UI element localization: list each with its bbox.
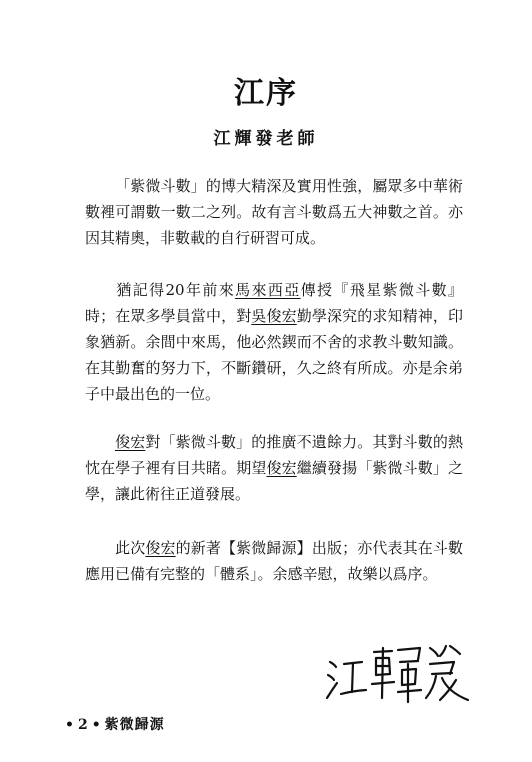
paragraph-4 [85, 535, 463, 587]
paragraph-4-part-c: 的新著【紫微歸源】出版；亦代表其在斗數應用已備有完整的「體系」。余感辛慰，故樂以爲序。 [85, 539, 463, 583]
paragraph-1 [85, 173, 463, 251]
underlined-person-name: 俊宏 [266, 459, 297, 477]
page-number: 2 [77, 717, 89, 733]
paragraph-4-part-a: 此次 [115, 539, 146, 557]
paragraph-2-part-c: 傳授『飛星紫微斗數』時；在眾多學員當中，對 [85, 281, 463, 325]
paragraph-3 [85, 429, 463, 507]
underlined-place-name: 馬來西亞 [235, 281, 301, 299]
paragraph-2-part-e: 勤學深究的求知精神，印象猶新。余間中來馬，他必然鍥而不舍的求教斗數知識。在其勤奮的努力下，不斷鑽研，久之終有所成。亦是余弟子中最出色的一位。 [85, 307, 463, 403]
signature-drawing [322, 640, 472, 710]
author-line: 江輝發老師 [213, 129, 319, 149]
underlined-person-name: 俊宏 [115, 433, 146, 451]
page-title: 江序 [234, 76, 298, 111]
bullet-dot: • [91, 717, 102, 733]
paragraph-3-part-b: 對「紫微斗數」的推廣不遺餘力。其對斗數的熱忱在學子裡有目共睹。期望 [85, 433, 463, 477]
underlined-person-name: 俊宏 [145, 539, 176, 557]
book-title: 紫微歸源 [104, 717, 165, 733]
paragraph-3-part-d: 繼續發揚「紫微斗數」之學，讓此術往正道發展。 [85, 459, 463, 503]
bullet-dot: • [65, 717, 75, 733]
page-footer [62, 714, 165, 734]
paragraph-2-part-a: 猶記得20年前來 [115, 281, 236, 299]
paragraph-1-text: 「紫微斗數」的博大精深及實用性強，屬眾多中華術數裡可謂數一數二之列。故有言斗數爲五大神數之首。亦因其精奧，非數載的自行研習可成。 [85, 177, 463, 247]
underlined-person-name: 吳俊宏 [251, 307, 297, 325]
handwritten-signature [322, 640, 472, 714]
paragraph-2 [85, 277, 463, 407]
